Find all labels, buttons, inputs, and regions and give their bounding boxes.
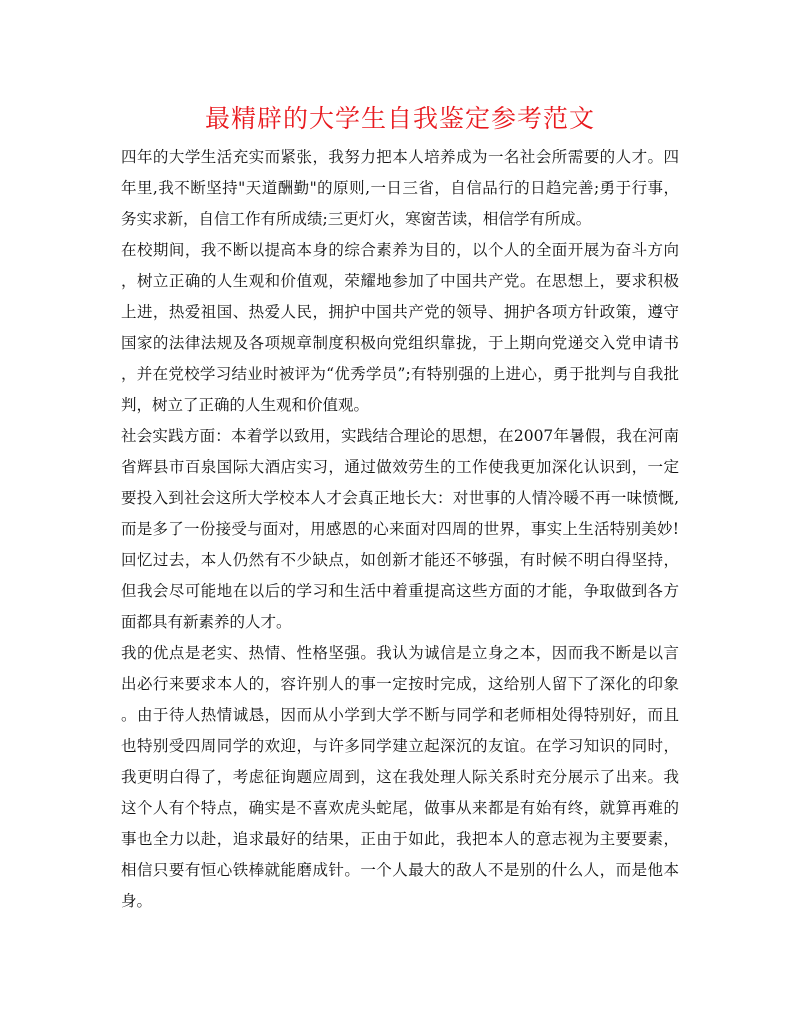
text-line: 在校期间，我不断以提高本身的综合素养为目的，以个人的全面开展为奋斗方向 bbox=[121, 241, 679, 259]
text-line: 上进，热爱祖国、热爱人民，拥护中国共产党的领导、拥护各项方针政策，遵守 bbox=[121, 303, 679, 321]
paragraph-4 bbox=[121, 638, 679, 917]
text-line: 但我会尽可能地在以后的学习和生活中着重提高这些方面的才能，争取做到各方 bbox=[121, 582, 679, 600]
text-line: ，并在党校学习结业时被评为“优秀学员”;有特别强的上进心，勇于批判与自我批 bbox=[121, 365, 679, 383]
document-body bbox=[121, 142, 679, 917]
text-line: 身。 bbox=[121, 892, 153, 910]
text-line: 而是多了一份接受与面对，用感恩的心来面对四周的世界，事实上生活特别美妙! bbox=[121, 520, 679, 538]
text-line: 相信只要有恒心铁棒就能磨成针。一个人最大的敌人不是别的什么人，而是他本 bbox=[121, 861, 679, 879]
paragraph-3 bbox=[121, 421, 679, 638]
text-line: 回忆过去，本人仍然有不少缺点，如创新才能还不够强，有时候不明白得坚持， bbox=[121, 551, 679, 569]
text-line: 判，树立了正确的人生观和价值观。 bbox=[121, 396, 370, 414]
text-line: 要投入到社会这所大学校本人才会真正地长大：对世事的人情冷暖不再一味愤慨, bbox=[121, 489, 679, 507]
text-line: 也特别受四周同学的欢迎，与许多同学建立起深沉的友谊。在学习知识的同时， bbox=[121, 737, 679, 755]
text-line: 四年的大学生活充实而紧张，我努力把本人培养成为一名社会所需要的人才。四 bbox=[121, 148, 679, 166]
text-line: 面都具有新素养的人才。 bbox=[121, 613, 292, 631]
text-line: 。由于待人热情诚恳，因而从小学到大学不断与同学和老师相处得特别好，而且 bbox=[121, 706, 679, 724]
text-line: 国家的法律法规及各项规章制度积极向党组织靠拢，于上期向党递交入党申请书 bbox=[121, 334, 679, 352]
paragraph-2 bbox=[121, 235, 679, 421]
text-line: 务实求新，自信工作有所成绩;三更灯火，寒窗苦读，相信学有所成。 bbox=[121, 210, 592, 228]
paragraph-1 bbox=[121, 142, 679, 235]
text-line: 社会实践方面：本着学以致用，实践结合理论的思想，在2007年暑假，我在河南 bbox=[121, 427, 679, 445]
text-line: 年里,我不断坚持"天道酬勤"的原则,一日三省，自信品行的日趋完善;勇于行事， bbox=[121, 179, 679, 197]
text-line: 事也全力以赴，追求最好的结果，正由于如此，我把本人的意志视为主要要素， bbox=[121, 830, 679, 848]
text-line: 省辉县市百泉国际大酒店实习，通过做效劳生的工作使我更加深化认识到，一定 bbox=[121, 458, 679, 476]
text-line: ，树立正确的人生观和价值观，荣耀地参加了中国共产党。在思想上，要求积极 bbox=[121, 272, 679, 290]
text-line: 这个人有个特点，确实是不喜欢虎头蛇尾，做事从来都是有始有终，就算再难的 bbox=[121, 799, 679, 817]
document-title: 最精辟的大学生自我鉴定参考范文 bbox=[204, 104, 595, 133]
text-line: 出必行来要求本人的，容许别人的事一定按时完成，这给别人留下了深化的印象 bbox=[121, 675, 679, 693]
text-line: 我更明白得了，考虑征询题应周到，这在我处理人际关系时充分展示了出来。我 bbox=[121, 768, 679, 786]
text-line: 我的优点是老实、热情、性格坚强。我认为诚信是立身之本，因而我不断是以言 bbox=[121, 644, 679, 662]
